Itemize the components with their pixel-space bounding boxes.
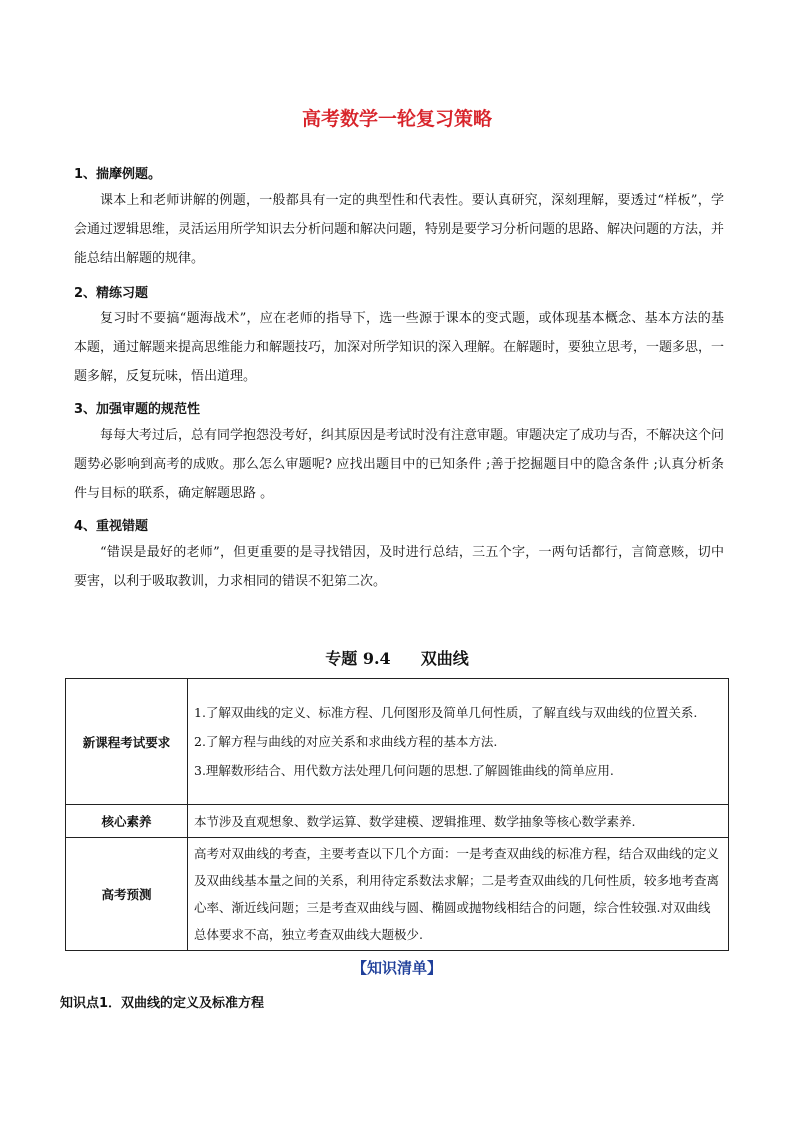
row-label-core-literacy: 核心素养 <box>66 805 188 838</box>
row-content-exam-requirements <box>188 679 729 805</box>
prediction-line: 高考对双曲线的考查，主要考查以下几个方面：一是考查双曲线的标准方程，结合双曲线的定义及双曲线基本量之间的关系，利用待定系数法求解；二是考查双曲线的几何性质，较多地考查离心率、渐近线问题；三是考查双曲线与圆、椭圆或抛物线相结合的问题，综合性较强.对双曲线总体要求不高，独立考查双曲线大题极少. <box>194 846 720 942</box>
section-4-heading: 4、重视错题 <box>74 519 149 534</box>
main-title: 高考数学一轮复习策略 <box>301 108 492 130</box>
knowledge-list-title: 【知识清单】 <box>351 959 442 977</box>
section-1-heading: 1、揣摩例题。 <box>74 167 162 182</box>
requirement-line: 2.了解方程与曲线的对应关系和求曲线方程的基本方法. <box>194 734 498 749</box>
row-label-exam-requirements: 新课程考试要求 <box>66 679 188 805</box>
section-2-heading: 2、精练习题 <box>74 286 149 301</box>
section-1-body: 课本上和老师讲解的例题，一般都具有一定的典型性和代表性。要认真研究，深刻理解，要透过“样板”，学会通过逻辑思维，灵活运用所学知识去分析问题和解决问题，特别是要学习分析问题的思路、解决问题的方法，并能总结出解题的规律。 <box>74 193 725 266</box>
section-3-heading: 3、加强审题的规范性 <box>74 402 201 417</box>
section-4-body: “错误是最好的老师”，但更重要的是寻找错因，及时进行总结，三五个字，一两句话都行，言简意赅，切中要害，以利于吸取教训，力求相同的错误不犯第二次。 <box>74 545 724 589</box>
requirement-line: 1.了解双曲线的定义、标准方程、几何图形及简单几何性质，了解直线与双曲线的位置关系. <box>194 705 698 720</box>
row-label-exam-prediction: 高考预测 <box>66 838 188 951</box>
section-3-body: 每每大考过后，总有同学抱怨没考好，纠其原因是考试时没有注意审题。审题决定了成功与否，不解决这个问题势必影响到高考的成败。那么怎么审题呢? 应找出题目中的已知条件 ;善于挖掘题目中的隐含条件 ;认真分析条件与目标的联系，确定解题思路 。 <box>74 428 725 501</box>
row-content-exam-prediction <box>188 838 729 951</box>
table-row <box>66 838 729 951</box>
requirements-table <box>65 678 729 951</box>
row-content-core-literacy <box>188 805 729 838</box>
section-2-body: 复习时不要搞“题海战术”，应在老师的指导下，选一些源于课本的变式题，或体现基本概念、基本方法的基本题，通过解题来提高思维能力和解题技巧，加深对所学知识的深入理解。在解题时，要独立思考，一题多思，一题多解，反复玩味，悟出道理。 <box>74 311 725 384</box>
table-row <box>66 679 729 805</box>
topic-number: 专题 9.4 <box>325 649 391 668</box>
topic-name: 双曲线 <box>420 649 469 668</box>
table-row <box>66 805 729 838</box>
topic-title <box>0 646 794 669</box>
requirement-line: 3.理解数形结合、用代数方法处理几何问题的思想.了解圆锥曲线的简单应用. <box>194 763 614 778</box>
knowledge-point-heading: 知识点1．双曲线的定义及标准方程 <box>60 996 265 1011</box>
literacy-line: 本节涉及直观想象、数学运算、数学建模、逻辑推理、数学抽象等核心数学素养. <box>194 813 636 829</box>
